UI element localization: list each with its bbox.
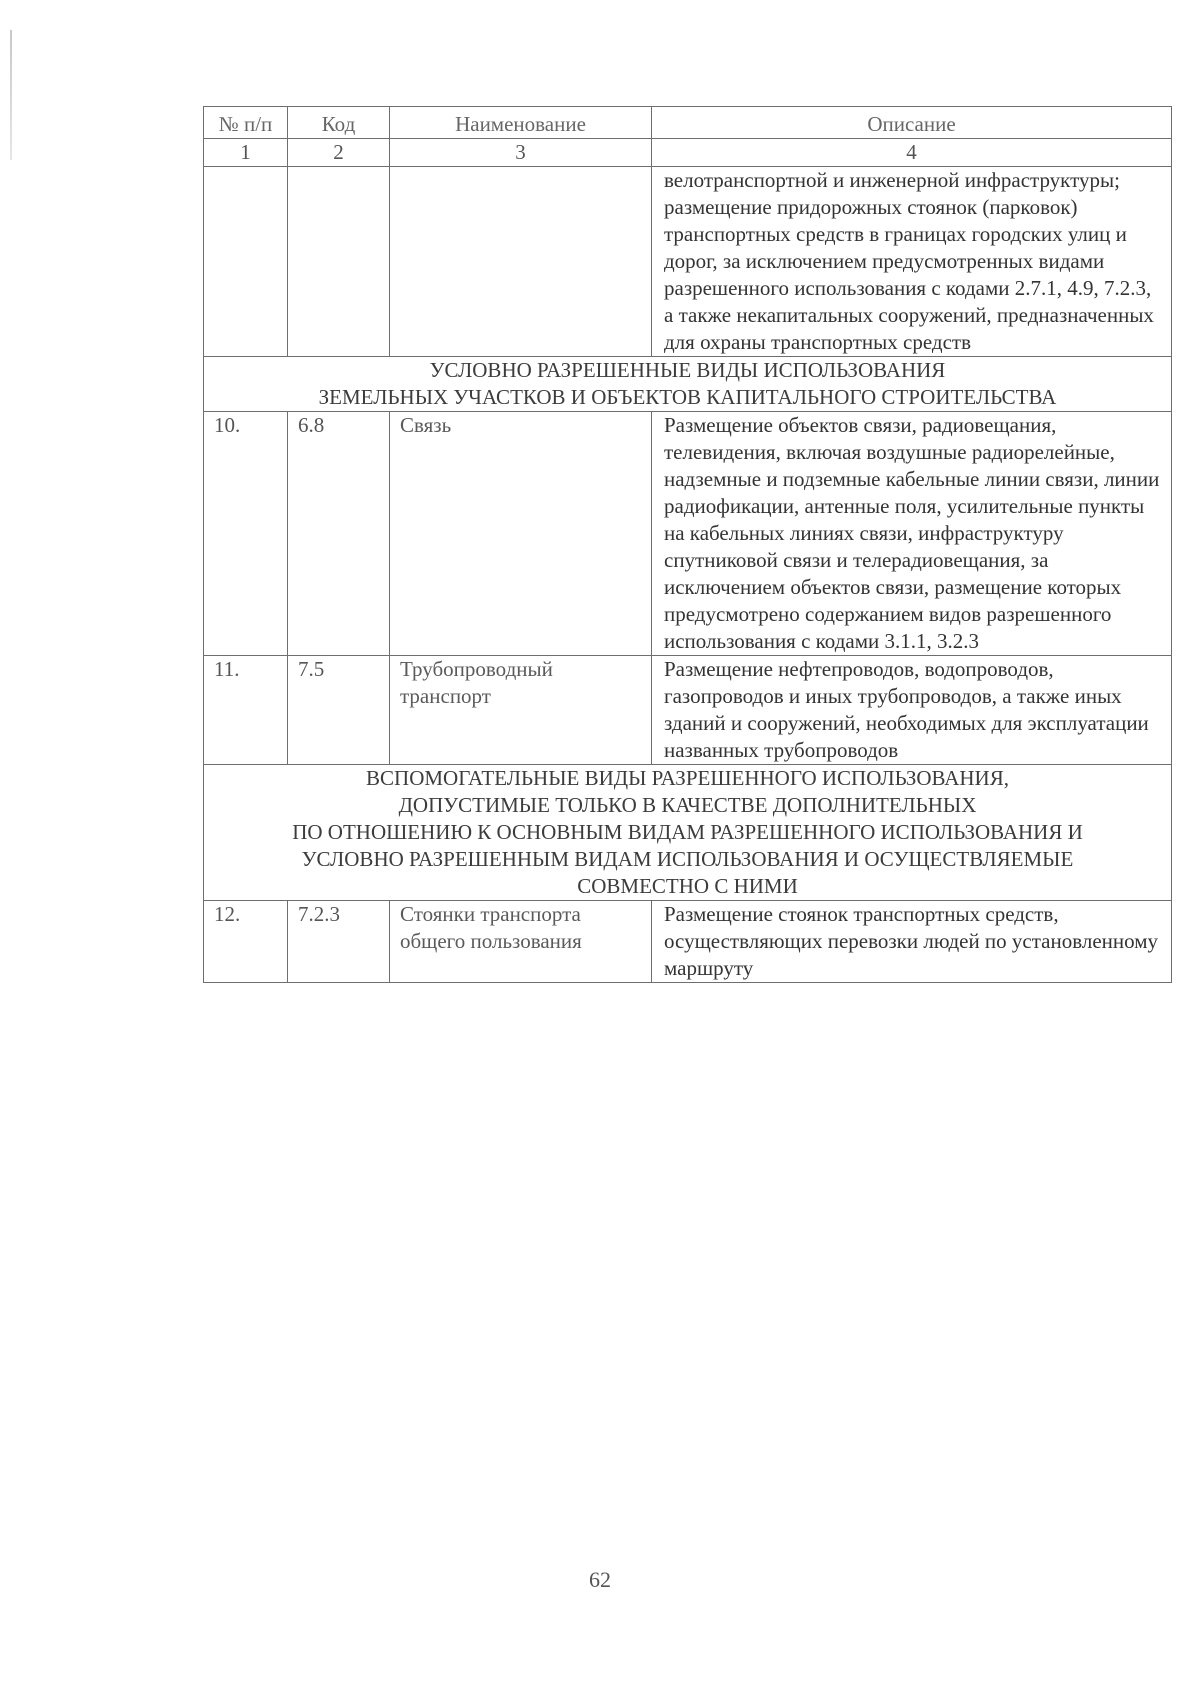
table-row bbox=[204, 656, 1172, 765]
scan-edge-mark bbox=[10, 30, 12, 160]
row-num bbox=[204, 167, 288, 357]
header-code: Код bbox=[288, 107, 390, 139]
column-number-2: 2 bbox=[288, 139, 390, 167]
row-description: Размещение нефтепроводов, водопроводов, газопроводов и иных трубопроводов, а также иных зданий и сооружений, необходимых для эксплуатации названных трубопроводов bbox=[652, 656, 1172, 765]
column-number-4: 4 bbox=[652, 139, 1172, 167]
section-heading-cell bbox=[204, 357, 1172, 412]
section-heading-line: УСЛОВНО РАЗРЕШЕННЫЕ ВИДЫ ИСПОЛЬЗОВАНИЯ bbox=[429, 358, 946, 382]
section-heading-line: ДОПУСТИМЫЕ ТОЛЬКО В КАЧЕСТВЕ ДОПОЛНИТЕЛЬНЫХ bbox=[398, 793, 977, 817]
table-header-row bbox=[204, 107, 1172, 139]
table-row bbox=[204, 901, 1172, 983]
row-num: 12. bbox=[204, 901, 288, 983]
row-code: 6.8 bbox=[288, 412, 390, 656]
section-heading-line: ЗЕМЕЛЬНЫХ УЧАСТКОВ И ОБЪЕКТОВ КАПИТАЛЬНОГО СТРОИТЕЛЬСТВА bbox=[318, 385, 1057, 409]
header-name: Наименование bbox=[390, 107, 652, 139]
page-number: 62 bbox=[589, 1567, 611, 1592]
column-number-3: 3 bbox=[390, 139, 652, 167]
column-number-row bbox=[204, 139, 1172, 167]
section-heading-cell bbox=[204, 765, 1172, 901]
table-row bbox=[204, 412, 1172, 656]
section-heading-line: ВСПОМОГАТЕЛЬНЫЕ ВИДЫ РАЗРЕШЕННОГО ИСПОЛЬЗОВАНИЯ, bbox=[366, 766, 1009, 790]
column-number-1: 1 bbox=[204, 139, 288, 167]
row-num: 10. bbox=[204, 412, 288, 656]
header-num: № п/п bbox=[204, 107, 288, 139]
row-name: Связь bbox=[390, 412, 652, 656]
section-heading-line: УСЛОВНО РАЗРЕШЕННЫМ ВИДАМ ИСПОЛЬЗОВАНИЯ И ОСУЩЕСТВЛЯЕМЫЕ bbox=[301, 847, 1074, 871]
table-row bbox=[204, 167, 1172, 357]
row-name: Трубопроводный транспорт bbox=[390, 656, 652, 765]
header-description: Описание bbox=[652, 107, 1172, 139]
row-name bbox=[390, 167, 652, 357]
row-description: Размещение объектов связи, радиовещания, телевидения, включая воздушные радиорелейные, надземные и подземные кабельные линии связи, линии радиофикации, антенные поля, усилительные пункты на кабельных линиях связи, инфраструктуру спутниковой связи и телерадиовещания, за исключением объектов связи, размещение которых предусмотрено содержанием видов разрешенного использования с кодами 3.1.1, 3.2.3 bbox=[652, 412, 1172, 656]
row-code: 7.5 bbox=[288, 656, 390, 765]
row-code: 7.2.3 bbox=[288, 901, 390, 983]
row-code bbox=[288, 167, 390, 357]
row-description: велотранспортной и инженерной инфраструктуры; размещение придорожных стоянок (парковок) транспортных средств в границах городских улиц и дорог, за исключением предусмотренных видами разрешенного использования с кодами 2.7.1, 4.9, 7.2.3, а также некапитальных сооружений, предназначенных для охраны транспортных средств bbox=[652, 167, 1172, 357]
row-description: Размещение стоянок транспортных средств, осуществляющих перевозки людей по установленному маршруту bbox=[652, 901, 1172, 983]
section-heading-auxiliary bbox=[204, 765, 1172, 901]
section-heading-conditional bbox=[204, 357, 1172, 412]
land-use-table bbox=[203, 106, 1172, 983]
row-num: 11. bbox=[204, 656, 288, 765]
section-heading-line: СОВМЕСТНО С НИМИ bbox=[577, 874, 798, 898]
section-heading-line: ПО ОТНОШЕНИЮ К ОСНОВНЫМ ВИДАМ РАЗРЕШЕННОГО ИСПОЛЬЗОВАНИЯ И bbox=[292, 820, 1083, 844]
row-name: Стоянки транспорта общего пользования bbox=[390, 901, 652, 983]
